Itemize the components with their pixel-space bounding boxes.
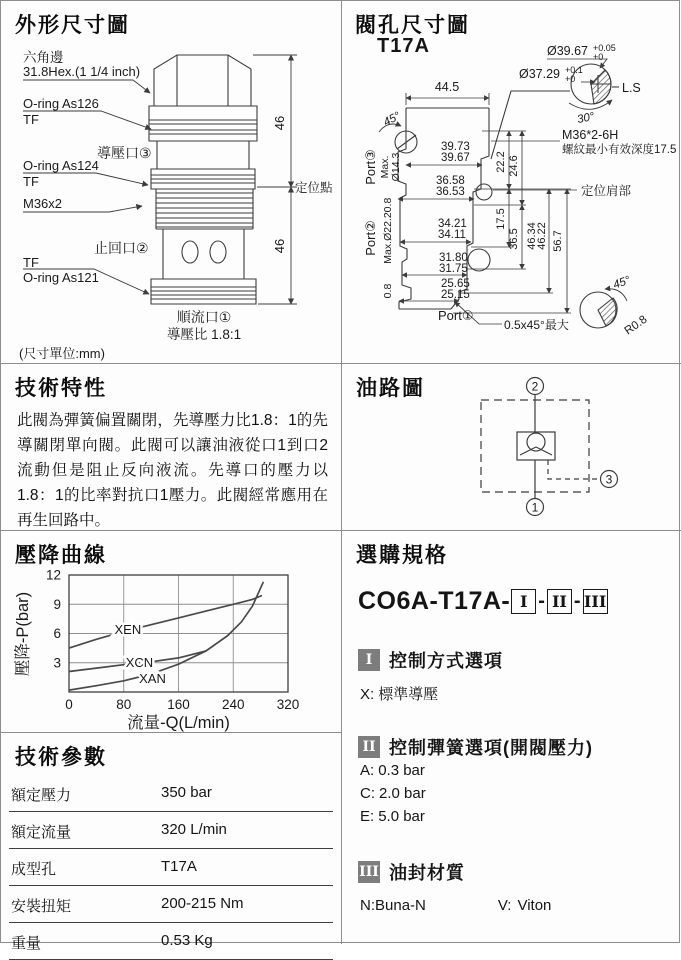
table-row: [9, 886, 333, 923]
unit-note: (尺寸單位:mm): [19, 346, 105, 361]
param-label: 重量: [11, 935, 42, 952]
option-item: [360, 897, 426, 914]
dim: 36.58: [436, 175, 465, 187]
hydraulic-symbol: [342, 364, 681, 530]
flow-port-label: 順流口①: [176, 309, 232, 325]
param-label: 成型孔: [11, 861, 57, 878]
dia-3967-label: Ø39.67: [547, 44, 589, 58]
step-08: 0.8: [382, 283, 394, 299]
y-tick-label: 3: [53, 655, 61, 671]
option-code: C:: [360, 785, 375, 802]
oring124-label: O-ring As124: [23, 158, 99, 173]
model-code: [358, 587, 609, 616]
option-item: [360, 683, 438, 704]
panel-cavity-dimensions: [341, 1, 681, 363]
max-label: Max.: [379, 155, 391, 179]
option-label: 2.0 bar: [379, 785, 426, 802]
pilot-port-label: 導壓口③: [97, 145, 152, 161]
option-item: [360, 808, 425, 825]
dim-175: 17.5: [495, 208, 507, 230]
oring126-label: O-ring As126: [23, 96, 99, 111]
hex-label-cn: 六角邊: [23, 50, 64, 65]
option-code: A:: [360, 762, 375, 779]
dim: 25.65: [441, 278, 470, 290]
valve-outline-drawing: [1, 1, 341, 363]
x-axis-title: 流量-Q(L/min): [127, 714, 230, 732]
port1-label: Port①: [438, 308, 474, 323]
panel-title: 技術參數: [15, 746, 107, 769]
section-heading: 控制彈簧選項(開閥壓力): [389, 738, 593, 758]
model-box-3: III: [583, 589, 608, 614]
section-spring: [358, 734, 593, 760]
hex-label-size: 31.8Hex.(1 1/4 inch): [23, 64, 141, 79]
tf-label: TF: [23, 174, 39, 189]
dim-445: 44.5: [434, 80, 460, 94]
option-label: 標準導壓: [378, 686, 439, 703]
x-tick-label: 240: [221, 697, 245, 712]
panel-outline-dimensions: [1, 1, 341, 363]
dim-4622: 46.22: [536, 222, 548, 250]
dim: 31.80: [439, 252, 468, 264]
thread-depth-note: 螺紋最小有效深度17.5: [562, 144, 677, 156]
series-label-XAN: XAN: [139, 670, 166, 686]
pilot-ratio-label: 導壓比 1.8:1: [166, 327, 242, 342]
option-label: Buna-N: [375, 897, 426, 914]
tolerance: +0.1: [565, 65, 583, 75]
r08-label: R0.8: [622, 313, 650, 338]
locating-point-label: 定位點: [295, 181, 333, 195]
y-tick-label: 12: [45, 567, 61, 583]
cavity-drawing: [341, 1, 681, 363]
param-value: 0.53 Kg: [161, 932, 213, 949]
option-label: 0.3 bar: [378, 762, 425, 779]
dim: 36.53: [436, 186, 465, 198]
dim: 25.15: [441, 289, 470, 301]
option-code: N:: [360, 897, 375, 914]
section-numeral: III: [358, 861, 380, 883]
step-08: 0.8: [382, 197, 394, 213]
valve-body: [149, 55, 257, 304]
x-tick-label: 0: [65, 697, 73, 712]
param-label: 安裝扭矩: [11, 898, 72, 915]
angle-45-bottom-label: 45°: [611, 274, 633, 292]
series-label-XCN: XCN: [125, 654, 154, 670]
option-item: [360, 785, 426, 802]
port1-number: 1: [531, 500, 539, 515]
dim: 31.75: [439, 263, 468, 275]
x-tick-label: 320: [276, 697, 300, 712]
param-value: 320 L/min: [161, 821, 227, 838]
cavity-dim-lines: [398, 59, 607, 324]
port2-label: Port②: [363, 220, 378, 256]
tolerance: +0.05: [593, 43, 616, 53]
dia-3729-label: Ø37.29: [519, 67, 561, 81]
section-control-mode: [358, 647, 503, 673]
table-row: [9, 849, 333, 886]
option-label: Viton: [517, 897, 552, 914]
y-tick-label: 9: [53, 596, 61, 612]
ls-label: L.S: [622, 81, 641, 95]
chamfer-detail-top: [379, 124, 417, 153]
section-numeral: I: [358, 649, 380, 671]
panel-title: 選購規格: [356, 544, 448, 567]
port3-label: Port③: [363, 149, 378, 185]
curve-XCN: [69, 582, 263, 672]
panel-title: 壓降曲線: [15, 544, 107, 567]
option-code: X:: [360, 686, 375, 703]
max-dia-222: Max.Ø22.2: [382, 212, 394, 264]
dim-567: 56.7: [552, 230, 564, 252]
dim-365: 36.5: [508, 228, 520, 250]
model-box-2: II: [547, 589, 572, 614]
dim-246: 24.6: [508, 155, 520, 177]
parameters-table: [9, 775, 333, 960]
tf-label: TF: [23, 255, 39, 270]
shoulder-label: 定位肩部: [581, 184, 632, 198]
tolerance: +0: [593, 52, 604, 62]
model-separator: -: [538, 590, 545, 612]
table-row: [9, 775, 333, 812]
angle-45-top-label: 45°: [381, 110, 403, 129]
model-separator: -: [573, 590, 581, 612]
pressure-drop-chart: [1, 531, 341, 732]
option-row: [360, 897, 551, 914]
param-label: 額定壓力: [11, 787, 72, 804]
chamfer-note: 0.5x45°最大: [504, 318, 569, 332]
panel-circuit: [342, 364, 681, 530]
param-value: 350 bar: [161, 784, 212, 801]
section-heading: 控制方式選項: [389, 651, 503, 671]
dim-46-top: 46: [272, 115, 287, 131]
y-tick-label: 6: [53, 626, 61, 641]
option-code: V:: [497, 897, 512, 914]
panel-pressure-drop: [1, 531, 341, 732]
thread-spec: M36*2-6H: [562, 128, 619, 142]
dim-222: 22.2: [495, 151, 507, 173]
dim: 34.11: [438, 229, 466, 241]
model-prefix: CO6A-T17A-: [358, 587, 511, 615]
option-item: [498, 897, 552, 914]
panel-parameters: [1, 733, 341, 952]
check-ball: [527, 433, 545, 451]
tolerance: +0: [565, 74, 576, 84]
series-label-XEN: XEN: [114, 622, 142, 638]
section-seal-material: [358, 859, 465, 885]
pilot-line: [548, 460, 601, 479]
panel-title: 閥孔尺寸圖: [355, 14, 470, 37]
table-row: [9, 812, 333, 849]
option-item: [360, 762, 425, 779]
dim-4634: 46.34: [526, 222, 538, 250]
param-label: 額定流量: [11, 824, 72, 841]
features-text: 此閥為彈簧偏置關閉，先導壓力比1.8：1的先導關閉單向閥。此閥可以讓油液從口1到口2流動但是阻止反向液流。先導口的壓力以1.8：1的比率對抗口1壓力。此閥經常應用在再生回路中。: [17, 412, 328, 530]
dim: 39.67: [441, 152, 470, 164]
check-valve-box: [517, 432, 555, 460]
check-port-label: 止回口②: [94, 240, 149, 256]
angle-30-label: 30°: [576, 110, 596, 127]
cavity-code: T17A: [377, 35, 430, 57]
dim: 34.21: [438, 218, 467, 230]
x-tick-label: 80: [116, 697, 132, 712]
dim: 39.73: [441, 141, 470, 153]
option-code: E:: [360, 808, 375, 825]
panel-ordering: [342, 531, 681, 944]
thread-label: M36x2: [23, 196, 63, 211]
param-value: T17A: [161, 858, 197, 875]
panel-title: 油路圖: [356, 377, 425, 400]
dim-46-bottom: 46: [272, 238, 287, 254]
param-value: 200-215 Nm: [161, 895, 244, 912]
panel-title: 外形尺寸圖: [15, 14, 130, 37]
dia-143-label: Ø14.3: [390, 152, 402, 182]
port2-number: 2: [531, 379, 539, 394]
port3-number: 3: [605, 472, 613, 487]
oring121-label: O-ring As121: [23, 270, 99, 285]
section-numeral: II: [358, 736, 380, 758]
tf-label: TF: [23, 112, 39, 127]
y-axis-title: 壓降-P(bar): [14, 591, 32, 677]
model-box-1: I: [511, 589, 536, 614]
option-label: 5.0 bar: [378, 808, 425, 825]
section-heading: 油封材質: [389, 863, 465, 883]
table-row: [9, 923, 333, 960]
panel-title: 技術特性: [15, 377, 107, 400]
fillet-detail-bottom: [580, 289, 627, 328]
panel-features: [1, 364, 341, 530]
x-tick-label: 160: [167, 697, 190, 712]
